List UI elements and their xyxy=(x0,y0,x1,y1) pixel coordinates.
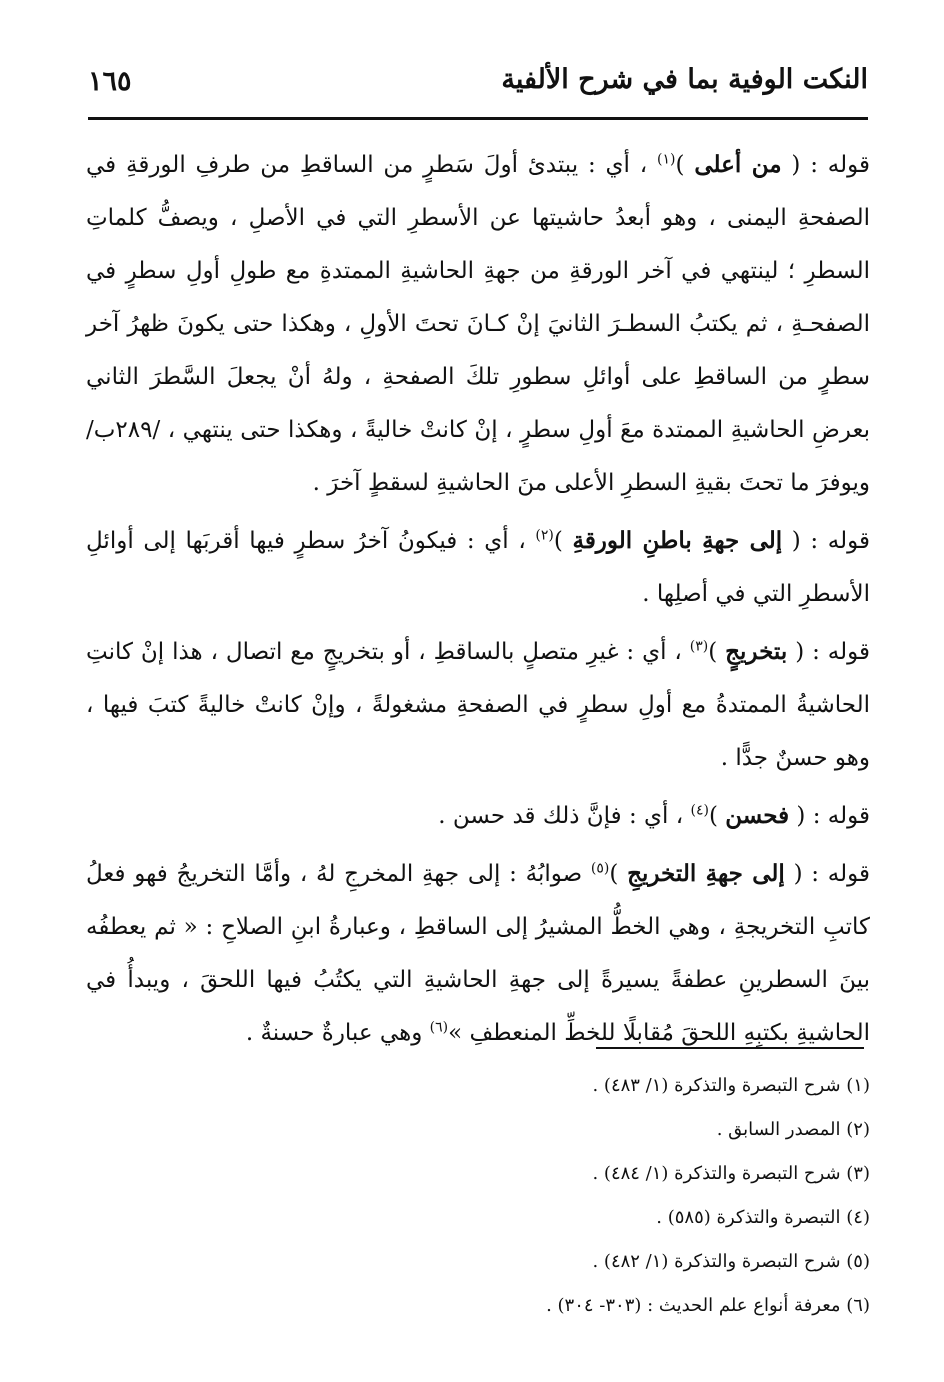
quoted-phrase: إلى جهةِ باطنِ الورقةِ xyxy=(572,527,783,554)
main-text xyxy=(86,138,870,1060)
paragraph-4 xyxy=(86,789,870,843)
paragraph-3 xyxy=(86,625,870,785)
paragraph-text: ، أي : يبتدئ أولَ سَطرٍ من الساقطِ من طرفِ الورقةِ في الصفحةِ اليمنى ، وهو أبعدُ حاشيتها عن الأسطرِ التي في الأصلِ ، ويصفُّ كلماتِ السطرِ ؛ لينتهي في آخر الورقةِ من جهةِ الحاشيةِ الممتدةِ مع طولِ أولِ سطرٍ في الصفحـةِ ، ثم يكتبُ السطـرَ الثانيَ إنْ كـانَ تحتَ الأولِ ، وهكذا حتى يكونَ ظهرُ آخر سطرٍ من الساقطِ على أوائلِ سطورِ تلكَ الصفحةِ ، ولهُ أنْ يجعلَ السَّطرَ الثاني بعرضِ الحاشيةِ الممتدة معَ أولِ سطرٍ ، إنْ كانتْ خاليةً ، وهكذا حتى ينتهي ، /٢٨٩ب/ ويوفرَ ما تحتَ بقيةِ السطرِ الأعلى منَ الحاشيةِ لسقطٍ آخرَ . xyxy=(86,152,870,496)
paragraph-text: ، أي : فيكونُ آخرُ سطرٍ فيها أقربَها إلى أوائلِ الأسطرِ التي في أصلِها . xyxy=(86,528,870,607)
page-number: ١٦٥ xyxy=(88,66,132,97)
paragraph-text: وهي عبارةٌ حسنةٌ . xyxy=(245,1020,430,1046)
quote-close: ) xyxy=(609,861,628,887)
running-title: النكت الوفية بما في شرح الألفية xyxy=(501,64,868,95)
paragraph-1 xyxy=(86,138,870,510)
quote-close: ) xyxy=(708,639,726,665)
quote-lead: قوله : ( xyxy=(782,528,870,554)
footnote-5: (٥) شرح التبصرة والتذكرة (١/ ٤٨٢) . xyxy=(592,1251,870,1272)
footnote-ref: (٥) xyxy=(590,860,610,877)
footnote-rule xyxy=(596,1047,864,1049)
footnote-2: (٢) المصدر السابق . xyxy=(716,1119,870,1140)
paragraph-text: ، أي : فإنَّ ذلك قد حسن . xyxy=(438,803,691,829)
quote-lead: قوله : ( xyxy=(787,639,870,665)
footnotes xyxy=(86,1064,870,1328)
paragraph-5 xyxy=(86,847,870,1060)
quote-lead: قوله : ( xyxy=(781,152,871,178)
header-rule xyxy=(88,117,868,120)
footnote-4: (٤) التبصرة والتذكرة (٥٨٥) . xyxy=(656,1207,870,1228)
footnote-ref: (٦) xyxy=(429,1019,449,1036)
footnote-1: (١) شرح التبصرة والتذكرة (١/ ٤٨٣) . xyxy=(592,1075,870,1096)
page-header xyxy=(88,58,868,110)
footnote-3: (٣) شرح التبصرة والتذكرة (١/ ٤٨٤) . xyxy=(592,1163,870,1184)
quoted-phrase: من أعلى xyxy=(694,151,782,178)
quoted-phrase: إلى جهةِ التخريجِ xyxy=(627,860,785,887)
quoted-phrase: فحسن xyxy=(725,802,790,829)
quote-lead: قوله : ( xyxy=(784,861,870,887)
paragraph-text: ، أي : غيرِ متصلٍ بالساقطِ ، أو بتخريجٍ مع اتصال ، هذا إنْ كانتِ الحاشيةُ الممتدةُ مع أولِ سطرٍ في الصفحةِ مشغولةً ، وإنْ كانتْ خاليةً كتبَ فيها ، وهو حسنٌ جدًّا . xyxy=(86,639,870,771)
quote-close: ) xyxy=(675,152,695,178)
quote-close: ) xyxy=(553,528,573,554)
quote-close: ) xyxy=(708,803,726,829)
footnote-ref: (٣) xyxy=(689,638,709,655)
quoted-phrase: بتخريجٍ xyxy=(725,638,788,665)
quote-lead: قوله : ( xyxy=(789,803,870,829)
paragraph-text: صوابُهُ : إلى جهةِ المخرجِ لهُ ، وأمَّا التخريجُ فهو فعلُ كاتبِ التخريجةِ ، وهي الخطُّ المشيرُ إلى الساقطِ ، وعبارةُ ابنِ الصلاحِ : « ثم يعطفُه بينَ السطرينِ عطفةً يسيرةً إلى جهةِ الحاشيةِ التي يكتُبُ فيها اللحقَ ، ويبدأُ في الحاشيةِ بكتبِهِ اللحقَ مُقابلًا للخطِّ المنعطفِ » xyxy=(86,861,870,1046)
paragraph-2 xyxy=(86,514,870,621)
footnote-ref: (٢) xyxy=(535,527,554,544)
footnote-ref: (١) xyxy=(657,151,676,168)
footnote-ref: (٤) xyxy=(690,802,709,819)
footnote-6: (٦) معرفة أنواع علم الحديث : (٣٠٣- ٣٠٤) . xyxy=(546,1295,870,1316)
